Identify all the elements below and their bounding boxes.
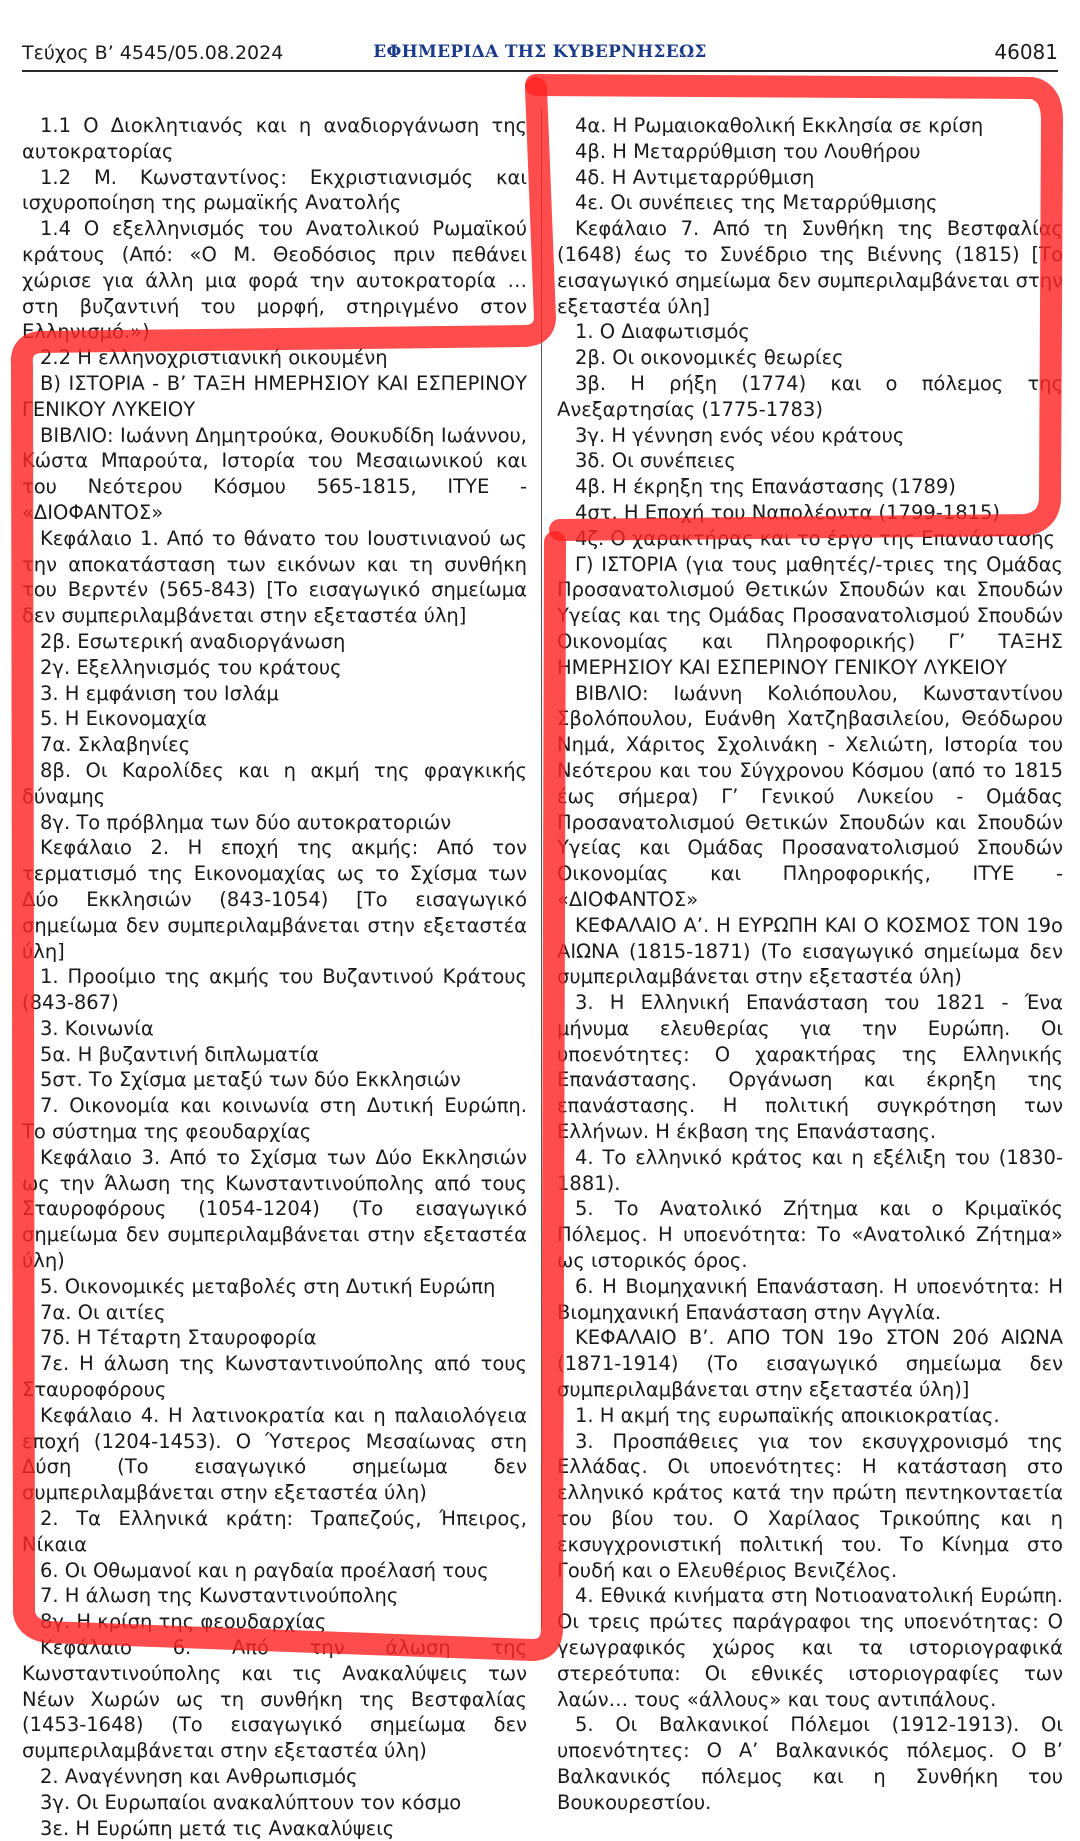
right-column-paragraph: Γ) ΙΣΤΟΡΙΑ (για τους μαθητές/-τριες της Ομάδας Προσανατολισμού Θετικών Σπουδών και Σπουδών Υγείας και της Ομάδας Προσανατολισμού Σπουδών Οικονομίας και Πληροφορικής) Γ’ ΤΑΞΗΣ ΗΜΕΡΗΣΙΟΥ ΚΑΙ ΕΣΠΕΡΙΝΟΥ ΓΕΝΙΚΟΥ ΛΥΚΕΙΟΥ: [557, 552, 1063, 679]
left-column-paragraph: 7α. Σκλαβηνίες: [40, 733, 191, 757]
right-column-paragraph: 5. Το Ανατολικό Ζήτημα και ο Κριμαϊκός Πόλεμος. Η υποενότητα: Το «Ανατολικό Ζήτημα» ως ιστορικός όρος.: [557, 1197, 1063, 1273]
right-column-paragraph: 3β. Η ρήξη (1774) και ο πόλεμος της Ανεξαρτησίας (1775-1783): [557, 371, 1063, 421]
right-column-paragraph: 4δ. Η Αντιμεταρρύθμιση: [575, 165, 815, 189]
right-column-paragraph: 3δ. Οι συνέπειες: [575, 449, 736, 473]
left-column-paragraph: 5α. Η βυζαντινή διπλωματία: [40, 1042, 319, 1066]
left-column-paragraph: 1.2 Μ. Κωνσταντίνος: Εκχριστιανισμός και ισχυροποίηση της ρωμαϊκής Ανατολής: [22, 165, 527, 215]
left-column-paragraph: 3ε. Η Ευρώπη μετά τις Ανακαλύψεις: [40, 1816, 395, 1840]
right-column-paragraph: 4ζ. Ο χαρακτήρας και το έργο της Επανάστασης: [575, 526, 1055, 550]
right-column-paragraph: 4β. Η Μεταρρύθμιση του Λουθήρου: [575, 139, 921, 163]
left-column-paragraph: 2. Αναγέννηση και Ανθρωπισμός: [40, 1765, 358, 1788]
column-divider: [541, 108, 542, 1628]
left-column-paragraph: ΒΙΒΛΙΟ: Ιωάννη Δημητρούκα, Θουκυδίδη Ιωάννου, Κώστα Μπαρούτα, Ιστορία του Μεσαιωνικού και του Νεότερου Κόσμου 565-1815, ΙΤΥΕ - «ΔΙΟΦΑΝΤΟΣ»: [22, 423, 527, 524]
right-column-paragraph: 3. Προσπάθειες για τον εκσυγχρονισμό της Ελλάδας. Οι υποενότητες: Η κατάσταση στο ελληνικό κράτος κατά την πρώτη πεντηκονταετία του βίου του. Ο Χαρίλαος Τρικούπης και η εκσυγχρονιστική πολιτική του. Το Κίνημα στο Γουδή και ο Ελευθέριος Βενιζέλος.: [557, 1429, 1063, 1582]
left-column-paragraph: 7δ. Η Τέταρτη Σταυροφορία: [40, 1326, 317, 1350]
left-column-paragraph: Κεφάλαιο 3. Από το Σχίσμα των Δύο Εκκλησιών ως την Άλωση της Κωνσταντινούπολης από τους Σταυροφόρους (1054-1204) (Το εισαγωγικό σημείωμα δεν συμπεριλαμβάνεται στην εξεταστέα ύλη): [22, 1145, 527, 1273]
right-column-paragraph: ΚΕΦΑΛΑΙΟ Β’. ΑΠΟ ΤΟΝ 19ο ΣΤΟΝ 20ό ΑΙΩΝΑ (1871-1914) (Το εισαγωγικό σημείωμα δεν συμπεριλαμβάνεται στην εξεταστέα ύλη)]: [557, 1326, 1063, 1402]
page-number: 46081: [994, 40, 1058, 64]
left-column-paragraph: 8γ. Η κρίση της φεουδαρχίας: [40, 1610, 327, 1634]
left-column-paragraph: 7α. Οι αιτίες: [40, 1300, 166, 1324]
right-column-paragraph: 3γ. Η γέννηση ενός νέου κράτους: [575, 423, 905, 447]
left-column-paragraph: 5. Η Εικονομαχία: [40, 707, 207, 731]
left-column-paragraph: 2.2 Η ελληνοχριστιανική οικουμένη: [40, 346, 388, 370]
left-column-paragraph: 7ε. Η άλωση της Κωνσταντινούπολης από τους Σταυροφόρους: [22, 1352, 527, 1402]
left-column-paragraph: Κεφάλαιο 2. Η εποχή της ακμής: Από τον τερματισμό της Εικονομαχίας ως το Σχίσμα των Δύο Εκκλησιών (843-1054) [Το εισαγωγικό σημείωμα δεν συμπεριλαμβάνεται στην εξεταστέα ύλη]: [22, 836, 527, 963]
right-column-paragraph: 3. Η Ελληνική Επανάσταση του 1821 - Ένα μήνυμα ελευθερίας για την Ευρώπη. Οι υποενότητες: Ο χαρακτήρας της Ελληνικής Επανάστασης. Οργάνωση και έκρηξη της επανάστασης. Η πολιτική συγκρότηση των Ελλήνων. Η έκβαση της Επανάστασης.: [557, 991, 1063, 1144]
left-column-paragraph: 8β. Οι Καρολίδες και η ακμή της φραγκικής δύναμης: [22, 758, 527, 808]
right-column-paragraph: ΚΕΦΑΛΑΙΟ Α’. Η ΕΥΡΩΠΗ ΚΑΙ Ο ΚΟΣΜΟΣ ΤΟΝ 19ο ΑΙΩΝΑ (1815-1871) (Το εισαγωγικό σημείωμα δεν συμπεριλαμβάνεται στην εξεταστέα ύλη): [557, 913, 1063, 989]
left-column-paragraph: 8γ. Το πρόβλημα των δύο αυτοκρατοριών: [40, 810, 452, 834]
left-column-paragraph: 3γ. Οι Ευρωπαίοι ανακαλύπτουν τον κόσμο: [40, 1790, 462, 1814]
left-column-paragraph: 3. Η εμφάνιση του Ισλάμ: [40, 681, 279, 705]
right-column-paragraph: 4. Το ελληνικό κράτος και η εξέλιξη του (1830-1881).: [557, 1145, 1063, 1195]
right-column-paragraph: 6. Η Βιομηχανική Επανάσταση. Η υποενότητα: Η Βιομηχανική Επανάσταση στην Αγγλία.: [557, 1274, 1063, 1324]
left-column-paragraph: Κεφάλαιο 4. Η λατινοκρατία και η παλαιολόγεια εποχή (1204-1453). Ο Ύστερος Μεσαίωνας στη Δύση (Το εισαγωγικό σημείωμα δεν συμπεριλαμβάνεται στην εξεταστέα ύλη): [22, 1403, 527, 1505]
left-column-paragraph: Β) ΙΣΤΟΡΙΑ - Β’ ΤΑΞΗ ΗΜΕΡΗΣΙΟΥ ΚΑΙ ΕΣΠΕΡΙΝΟΥ ΓΕΝΙΚΟΥ ΛΥΚΕΙΟΥ: [22, 371, 527, 421]
left-column-paragraph: 7. Οικονομία και κοινωνία στη Δυτική Ευρώπη. Το σύστημα της φεουδαρχίας: [22, 1094, 527, 1144]
right-column: [557, 113, 1063, 1816]
right-column-paragraph: 4α. Η Ρωμαιοκαθολική Εκκλησία σε κρίση: [575, 114, 984, 137]
left-column-paragraph: Κεφάλαιο 1. Από το θάνατο του Ιουστινιανού ως την αποκατάσταση των εικόνων και τη συνθήκη του Βερντέν (565-843) [Το εισαγωγικό σημείωμα δεν συμπεριλαμβάνεται στην εξεταστέα ύλη]: [22, 526, 527, 628]
left-column-paragraph: 3. Κοινωνία: [40, 1016, 154, 1040]
right-column-paragraph: 4β. Η έκρηξη της Επανάστασης (1789): [575, 475, 956, 499]
left-column-paragraph: 2β. Εσωτερική αναδιοργάνωση: [40, 629, 346, 653]
left-column-paragraph: 7. Η άλωση της Κωνσταντινούπολης: [40, 1584, 399, 1608]
left-column: [22, 113, 527, 1841]
left-column-paragraph: 1.1 Ο Διοκλητιανός και η αναδιοργάνωση της αυτοκρατορίας: [22, 114, 527, 163]
right-column-paragraph: 1. Ο Διαφωτισμός: [575, 320, 750, 344]
left-column-paragraph: 5στ. Το Σχίσμα μεταξύ των δύο Εκκλησιών: [40, 1068, 461, 1092]
right-column-paragraph: 4ε. Οι συνέπειες της Μεταρρύθμισης: [575, 191, 938, 215]
left-column-paragraph: 1.4 Ο εξελληνισμός του Ανατολικού Ρωμαϊκού κράτους (Από: «Ο Μ. Θεοδόσιος πριν πεθάνει χώρισε για άλλη μια φορά την αυτοκρατορία … στη βυζαντινή του μορφή, στηριγμένο στον Ελληνισμό.»): [22, 217, 527, 344]
issue-number: Τεύχος Β’ 4545/05.08.2024: [22, 42, 284, 64]
right-column-paragraph: 1. Η ακμή της ευρωπαϊκής αποικιοκρατίας.: [575, 1403, 1000, 1427]
right-column-paragraph: 4. Εθνικά κινήματα στη Νοτιοανατολική Ευρώπη. Οι τρεις πρώτες παράγραφοι της υποενότητας: Ο γεωγραφικός χώρος και τα ιστοριογραφικά στερεότυπα: Οι εθνικές ιστοριογραφίες των λαών… τους «άλλους» και τους αντιπάλους.: [557, 1584, 1063, 1711]
left-column-paragraph: 2γ. Εξελληνισμός του κράτους: [40, 655, 342, 679]
left-column-paragraph: Κεφάλαιο 6. Από την άλωση της Κωνσταντινούπολης και τις Ανακαλύψεις των Νέων Χωρών ως τη συνθήκη της Βεστφαλίας (1453-1648) (Το εισαγωγικό σημείωμα δεν συμπεριλαμβάνεται στην εξεταστέα ύλη): [22, 1636, 527, 1763]
left-column-paragraph: 1. Προοίμιο της ακμής του Βυζαντινού Κράτους (843-867): [22, 965, 527, 1015]
page-header: [22, 40, 1058, 72]
left-column-paragraph: 6. Οι Οθωμανοί και η ραγδαία προέλασή τους: [40, 1558, 489, 1582]
right-column-paragraph: Κεφάλαιο 7. Από τη Συνθήκη της Βεστφαλίας (1648) έως το Συνέδριο της Βιέννης (1815) [Το εισαγωγικό σημείωμα δεν συμπεριλαμβάνεται στην εξεταστέα ύλη]: [557, 217, 1063, 318]
right-column-paragraph: 2β. Οι οικονομικές θεωρίες: [575, 346, 844, 370]
right-column-paragraph: ΒΙΒΛΙΟ: Ιωάννη Κολιόπουλου, Κωνσταντίνου Σβολόπουλου, Ευάνθη Χατζηβασιλείου, Θεόδωρου Νημά, Χάριτος Σχολινάκη - Χελιώτη, Ιστορία του Νεότερου και του Σύγχρονου Κόσμου (από το 1815 έως σήμερα) Γ’ Γενικού Λυκείου - Ομάδας Προσανατολισμού Θετικών Σπουδών και Σπουδών Υγείας και Ομάδας Προσανατολισμού Σπουδών Οικονομίας και Πληροφορικής, ΙΤΥΕ - «ΔΙΟΦΑΝΤΟΣ»: [557, 681, 1063, 911]
right-column-paragraph: 5. Οι Βαλκανικοί Πόλεμοι (1912-1913). Οι υποενότητες: Ο Α’ Βαλκανικός πόλεμος. Ο Β’ Βαλκανικός πόλεμος και η Συνθήκη του Βουκουρεστίου.: [557, 1713, 1063, 1814]
right-column-paragraph: 4στ. Η Εποχή του Ναπολέοντα (1799-1815): [575, 500, 1001, 524]
left-column-paragraph: 2. Τα Ελληνικά κράτη: Τραπεζούς, Ήπειρος, Νίκαια: [22, 1507, 527, 1556]
gazette-title: ΕΦΗΜΕΡΙΔΑ ΤΗΣ ΚΥΒΕΡΝΗΣΕΩΣ: [373, 42, 707, 62]
left-column-paragraph: 5. Οικονομικές μεταβολές στη Δυτική Ευρώπη: [40, 1274, 496, 1298]
